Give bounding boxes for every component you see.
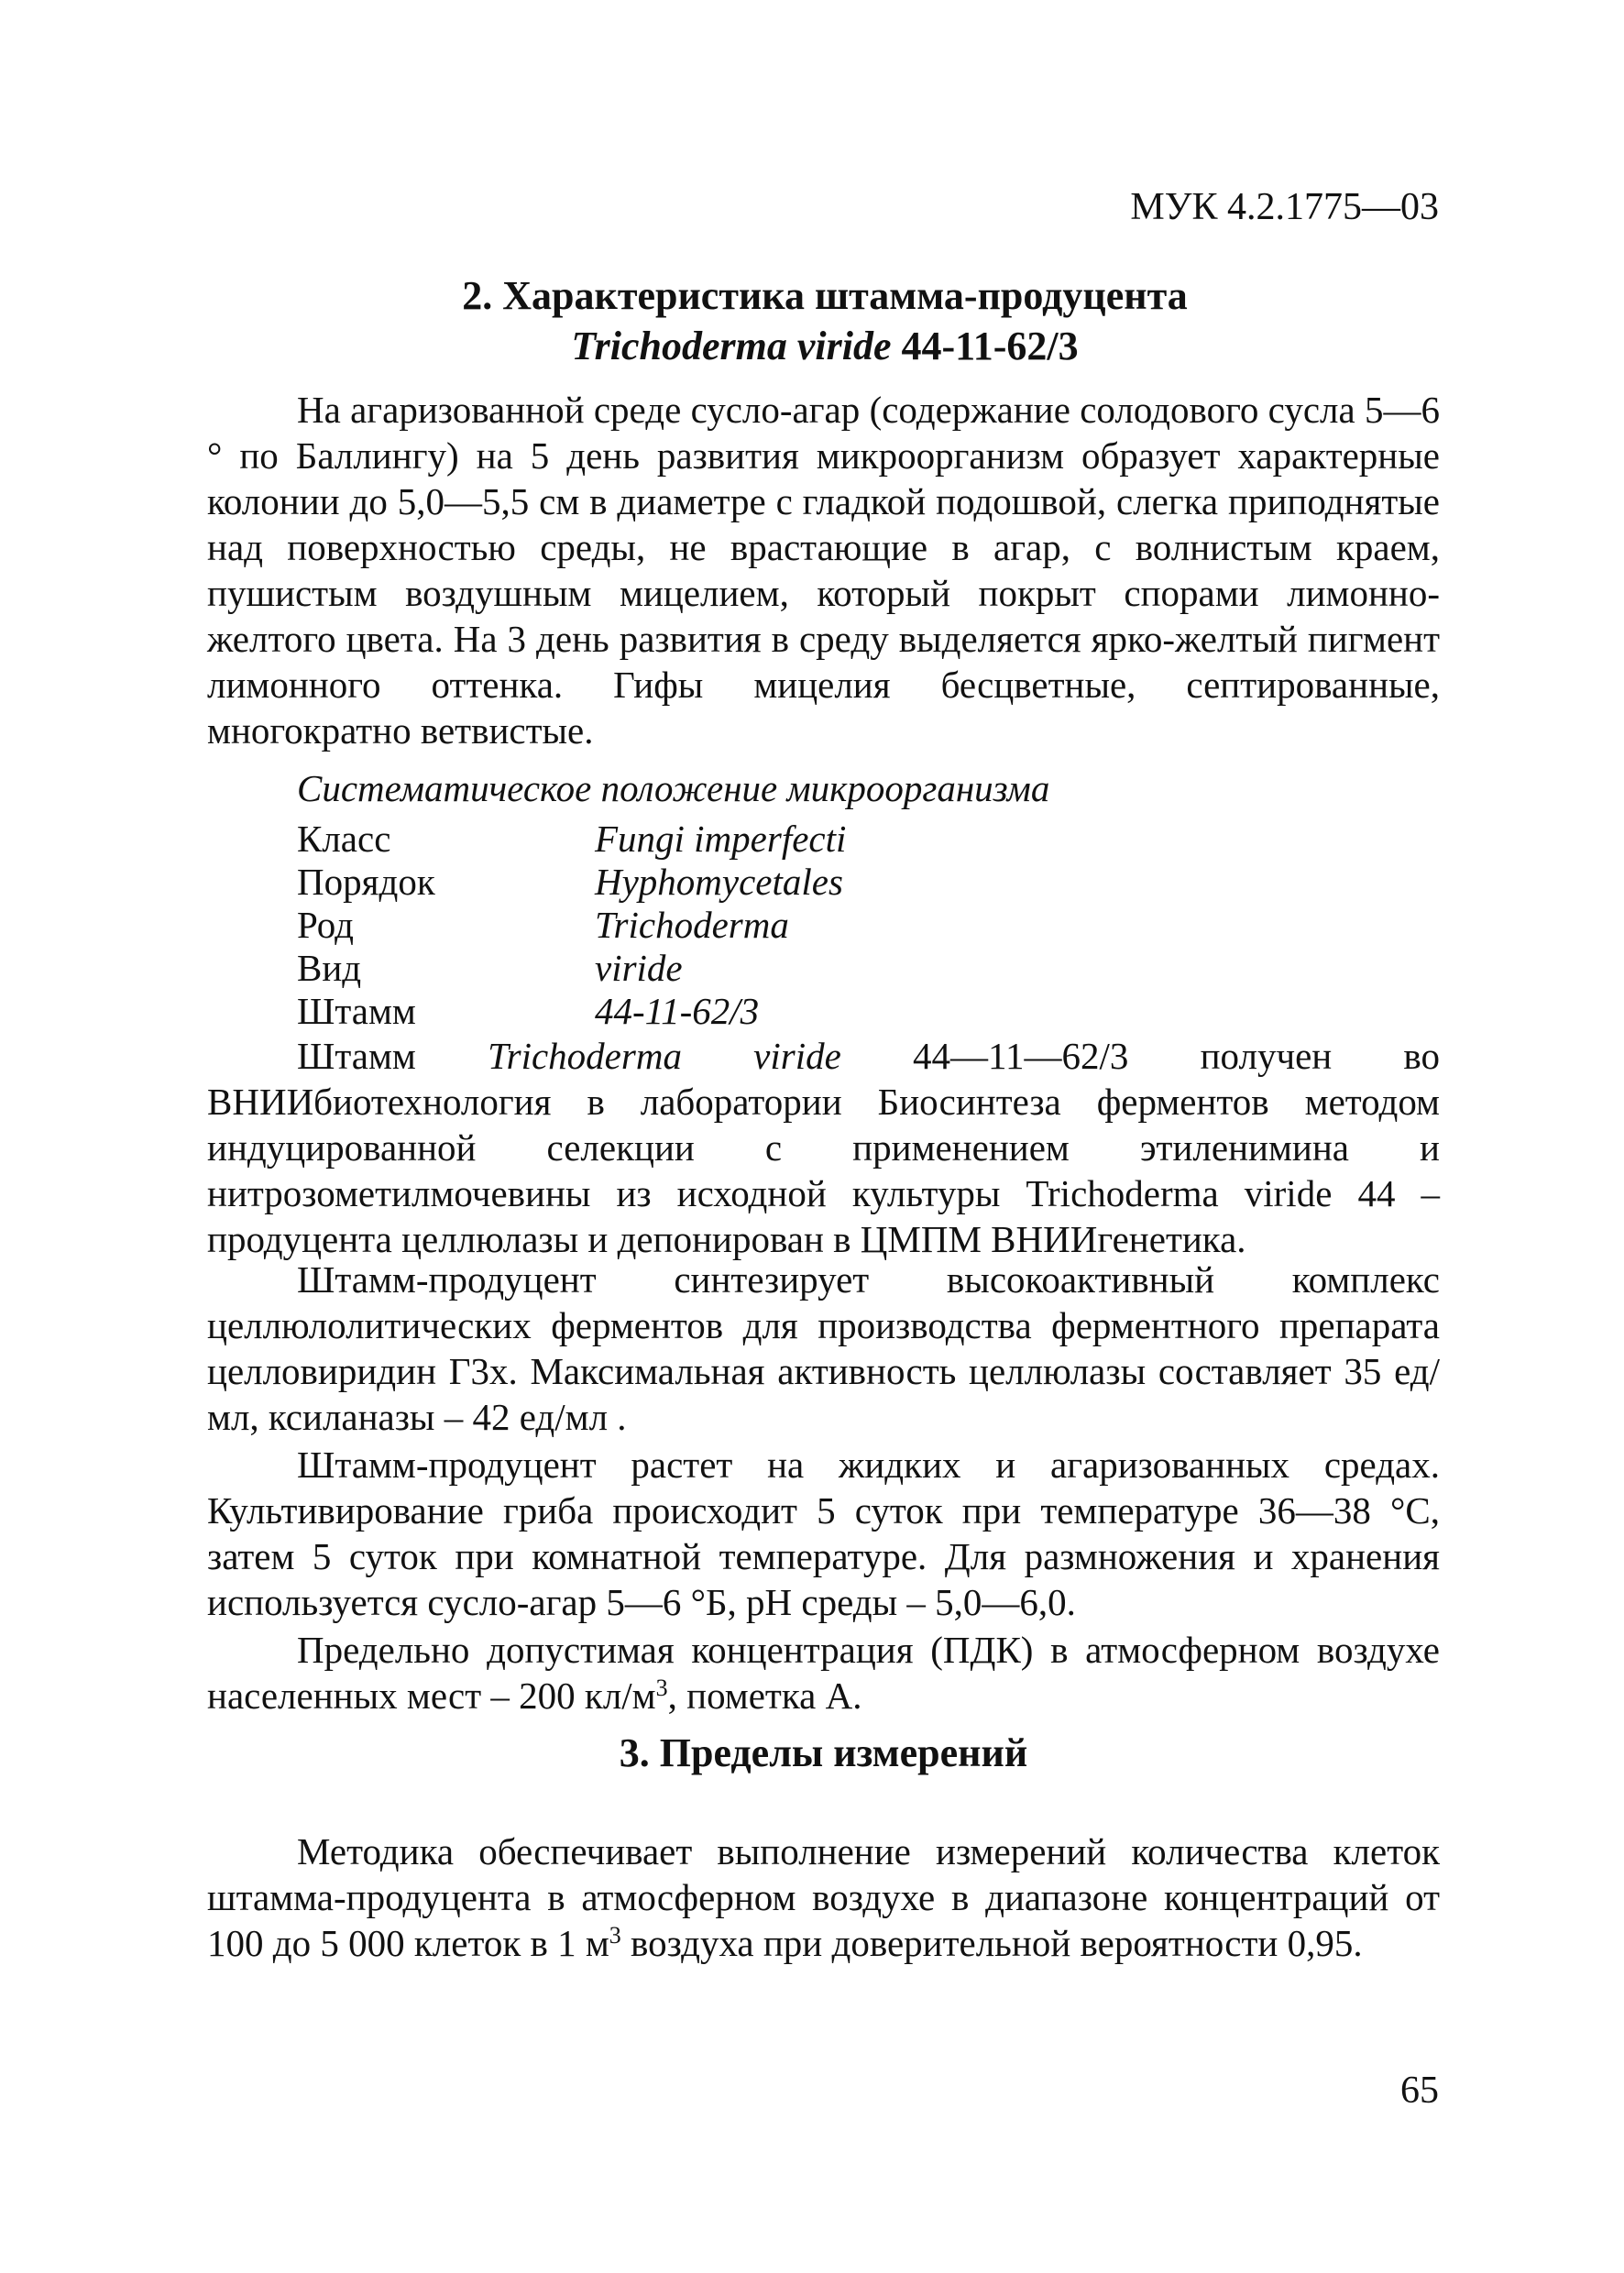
taxonomy-value: Hyphomycetales	[595, 861, 843, 903]
strain-species-name: Trichoderma viride	[571, 324, 892, 368]
taxonomy-value: 44-11-62/3	[595, 990, 760, 1032]
document-code: МУК 4.2.1775—03	[1130, 186, 1439, 228]
taxonomy-row	[297, 990, 1122, 1033]
taxonomy-value: Fungi imperfecti	[595, 818, 847, 860]
superscript: 3	[655, 1675, 668, 1701]
taxonomy-key: Порядок	[297, 861, 435, 903]
taxonomy-row	[297, 904, 1122, 947]
systematic-position-caption: Систематическое положение микроорганизма	[297, 767, 1050, 809]
taxonomy-row	[297, 947, 1122, 990]
taxonomy-row	[297, 818, 1122, 861]
page-number: 65	[1400, 2070, 1439, 2112]
taxonomy-key: Штамм	[297, 990, 416, 1032]
taxonomy-key: Вид	[297, 947, 362, 989]
taxonomy-row	[297, 861, 1122, 904]
strain-number: 44-11-62/3	[891, 324, 1079, 368]
taxonomy-value: viride	[595, 947, 683, 989]
paragraph-strain-origin	[207, 1033, 1440, 1262]
section-2-title-line2	[211, 321, 1439, 371]
paragraph-mac-limit	[207, 1627, 1440, 1718]
taxonomy-key: Класс	[297, 818, 391, 860]
paragraph-colony-description	[207, 387, 1440, 753]
taxonomy-key: Род	[297, 904, 354, 946]
paragraph-before-sup: Предельно допустимая концентрация (ПДК) в атмосферном воздухе населенных мест – 200 кл/м	[207, 1629, 1440, 1717]
paragraph-text: На агаризованной среде сусло-агар (содержание солодового сусла 5—6 ° по Баллингу) на 5 день развития микроорганизм образует характерные колонии до 5,0—5,5 см в диаметре с гладкой подошвой, слегка приподнятые над поверхностью среды, не врастающие в агар, с волнистым краем, пушистым воздушным мицелием, который покрыт спорами лимонно-желтого цвета. На 3 день развития в среду выделяется ярко-желтый пигмент лимонного оттенка. Гифы мицелия бесцветные, септированные, многократно ветвистые.	[207, 389, 1440, 752]
paragraph-text	[207, 1033, 1440, 1262]
section-2-title	[211, 270, 1439, 371]
superscript: 3	[609, 1922, 621, 1949]
paragraph-enzyme-complex	[207, 1257, 1440, 1440]
paragraph-text: Штамм-продуцент растет на жидких и агаризованных средах. Культивирование гриба происходит 5 суток при температуре 36—38 °С, затем 5 суток при комнатной температуре. Для размножения и хранения используется сусло-агар 5—6 °Б, рН среды – 5,0—6,0.	[207, 1444, 1440, 1623]
paragraph-text	[207, 1828, 1440, 1966]
section-3-title: 3. Пределы измерений	[619, 1730, 1028, 1775]
paragraph-after-sup: воздуха при доверительной вероятности 0,95.	[620, 1922, 1363, 1964]
taxonomy-table	[297, 818, 1122, 1033]
taxonomy-value: Trichoderma	[595, 904, 789, 946]
paragraph-before-sup: Методика обеспечивает выполнение измерений количества клеток штамма-продуцента в атмосферном воздухе в диапазоне концентраций от 100 до 5 000 клеток в 1 м	[207, 1830, 1440, 1964]
paragraph-rest: 44—11—62/3 получен во ВНИИбиотехнология в лаборатории Биосинтеза ферментов методом индуцированной селекции с применением этиленимина и нитрозометилмочевины из исходной культуры Trichoderma viride 44 – продуцента целлюлазы и депонирован в ЦМПМ ВНИИгенетика.	[207, 1035, 1441, 1260]
paragraph-prefix: Штамм	[297, 1035, 488, 1077]
paragraph-measurement-range	[207, 1828, 1440, 1966]
paragraph-cultivation	[207, 1442, 1440, 1625]
paragraph-after-sup: , пометка А.	[667, 1675, 862, 1717]
paragraph-text	[207, 1627, 1440, 1718]
species-name: Trichoderma viride	[488, 1035, 841, 1077]
paragraph-text: Штамм-продуцент синтезирует высокоактивный комплекс целлюлолитических ферментов для производства ферментного препарата целловиридин Г3х. Максимальная активность целлюлазы составляет 35 ед/мл, ксиланазы – 42 ед/мл .	[207, 1258, 1440, 1438]
section-2-title-line1: 2. Характеристика штамма-продуцента	[462, 273, 1188, 318]
